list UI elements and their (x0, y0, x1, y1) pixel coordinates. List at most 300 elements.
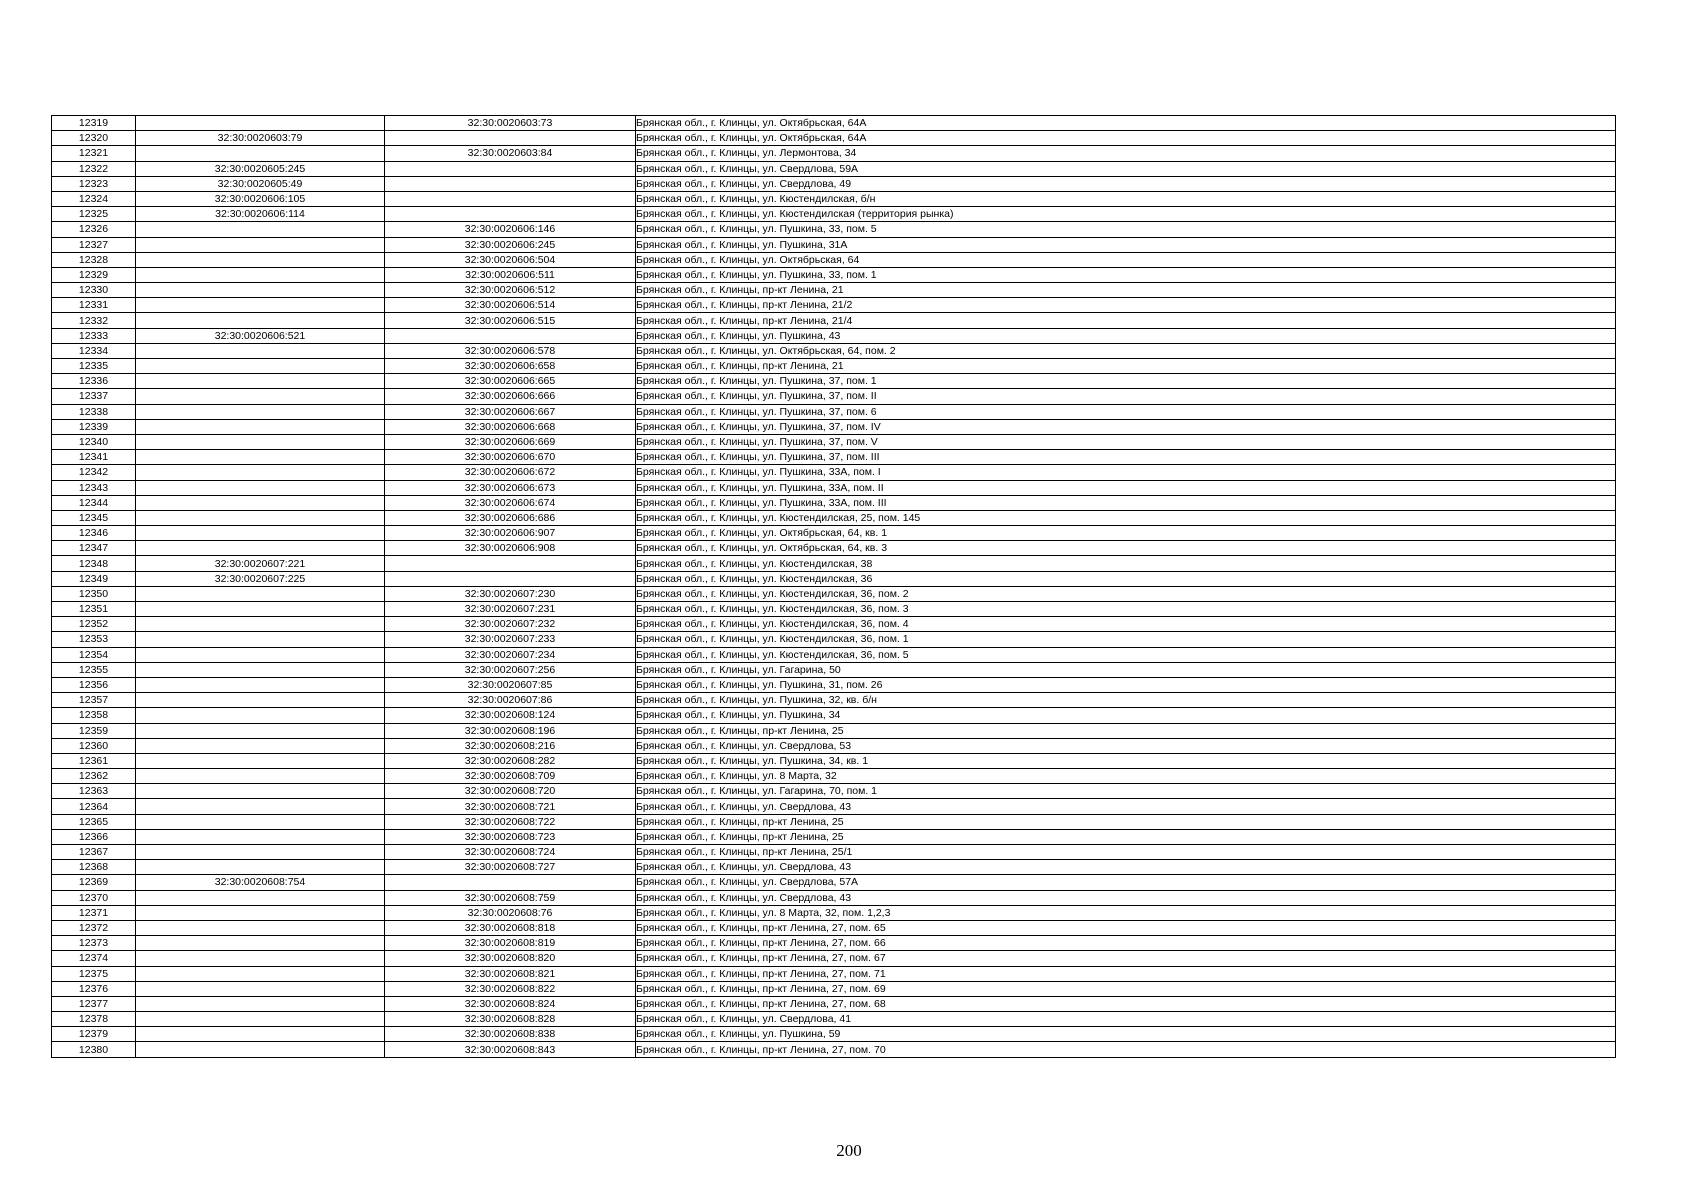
cadastral-number-land-cell (136, 738, 385, 753)
address-cell: Брянская обл., г. Клинцы, ул. Пушкина, 34 (636, 708, 1616, 723)
cadastral-number-building-cell: 32:30:0020606:665 (385, 374, 636, 389)
row-number-cell: 12352 (52, 617, 136, 632)
row-number-cell: 12342 (52, 465, 136, 480)
table-row (52, 207, 1616, 222)
cadastral-number-building-cell: 32:30:0020606:666 (385, 389, 636, 404)
table-row (52, 738, 1616, 753)
table-row (52, 586, 1616, 601)
property-registry-table (51, 115, 1616, 1058)
table-row (52, 465, 1616, 480)
address-cell: Брянская обл., г. Клинцы, ул. Пушкина, 33А, пом. III (636, 495, 1616, 510)
cadastral-number-land-cell (136, 708, 385, 723)
address-cell: Брянская обл., г. Клинцы, ул. 8 Марта, 32 (636, 769, 1616, 784)
table-row (52, 480, 1616, 495)
row-number-cell: 12348 (52, 556, 136, 571)
address-cell: Брянская обл., г. Клинцы, ул. Пушкина, 37, пом. V (636, 434, 1616, 449)
address-cell: Брянская обл., г. Клинцы, ул. Гагарина, 70, пом. 1 (636, 784, 1616, 799)
address-cell: Брянская обл., г. Клинцы, ул. Кюстендилская, 36 (636, 571, 1616, 586)
cadastral-number-building-cell: 32:30:0020603:73 (385, 116, 636, 131)
cadastral-number-land-cell: 32:30:0020605:245 (136, 161, 385, 176)
table-row (52, 434, 1616, 449)
row-number-cell: 12346 (52, 526, 136, 541)
address-cell: Брянская обл., г. Клинцы, пр-кт Ленина, 21 (636, 359, 1616, 374)
address-cell: Брянская обл., г. Клинцы, ул. Свердлова, 53 (636, 738, 1616, 753)
cadastral-number-land-cell: 32:30:0020605:49 (136, 176, 385, 191)
cadastral-number-land-cell (136, 966, 385, 981)
cadastral-number-building-cell: 32:30:0020606:686 (385, 510, 636, 525)
table-row (52, 845, 1616, 860)
address-cell: Брянская обл., г. Клинцы, ул. Октябрьская, 64А (636, 131, 1616, 146)
cadastral-number-land-cell (136, 267, 385, 282)
cadastral-number-building-cell (385, 328, 636, 343)
cadastral-number-land-cell (136, 1012, 385, 1027)
cadastral-number-land-cell (136, 283, 385, 298)
cadastral-number-building-cell: 32:30:0020607:231 (385, 602, 636, 617)
cadastral-number-land-cell (136, 510, 385, 525)
cadastral-number-building-cell: 32:30:0020606:907 (385, 526, 636, 541)
table-row (52, 981, 1616, 996)
cadastral-number-building-cell: 32:30:0020608:819 (385, 936, 636, 951)
cadastral-number-building-cell: 32:30:0020607:233 (385, 632, 636, 647)
cadastral-number-building-cell: 32:30:0020608:723 (385, 829, 636, 844)
row-number-cell: 12356 (52, 677, 136, 692)
cadastral-number-land-cell (136, 845, 385, 860)
row-number-cell: 12380 (52, 1042, 136, 1057)
cadastral-number-building-cell: 32:30:0020608:843 (385, 1042, 636, 1057)
address-cell: Брянская обл., г. Клинцы, ул. Кюстендилская, 36, пом. 4 (636, 617, 1616, 632)
cadastral-number-building-cell: 32:30:0020606:674 (385, 495, 636, 510)
cadastral-number-building-cell: 32:30:0020606:669 (385, 434, 636, 449)
cadastral-number-building-cell: 32:30:0020607:234 (385, 647, 636, 662)
table-row (52, 996, 1616, 1011)
table-row (52, 1042, 1616, 1057)
row-number-cell: 12366 (52, 829, 136, 844)
table-row (52, 313, 1616, 328)
cadastral-number-land-cell (136, 146, 385, 161)
cadastral-number-land-cell (136, 389, 385, 404)
row-number-cell: 12357 (52, 693, 136, 708)
table-row (52, 571, 1616, 586)
row-number-cell: 12340 (52, 434, 136, 449)
cadastral-number-building-cell: 32:30:0020608:818 (385, 920, 636, 935)
cadastral-number-building-cell: 32:30:0020608:759 (385, 890, 636, 905)
cadastral-number-land-cell: 32:30:0020603:79 (136, 131, 385, 146)
address-cell: Брянская обл., г. Клинцы, пр-кт Ленина, 27, пом. 71 (636, 966, 1616, 981)
cadastral-number-building-cell: 32:30:0020608:720 (385, 784, 636, 799)
cadastral-number-building-cell: 32:30:0020606:512 (385, 283, 636, 298)
table-row (52, 753, 1616, 768)
address-cell: Брянская обл., г. Клинцы, ул. Свердлова, 43 (636, 799, 1616, 814)
table-row (52, 860, 1616, 875)
address-cell: Брянская обл., г. Клинцы, пр-кт Ленина, 27, пом. 70 (636, 1042, 1616, 1057)
cadastral-number-land-cell (136, 313, 385, 328)
table-row (52, 769, 1616, 784)
address-cell: Брянская обл., г. Клинцы, ул. Кюстендилская, б/н (636, 191, 1616, 206)
address-cell: Брянская обл., г. Клинцы, ул. Пушкина, 37, пом. IV (636, 419, 1616, 434)
table-row (52, 389, 1616, 404)
address-cell: Брянская обл., г. Клинцы, пр-кт Ленина, 21/4 (636, 313, 1616, 328)
cadastral-number-land-cell (136, 632, 385, 647)
address-cell: Брянская обл., г. Клинцы, ул. Пушкина, 33, пом. 1 (636, 267, 1616, 282)
row-number-cell: 12363 (52, 784, 136, 799)
cadastral-number-land-cell (136, 799, 385, 814)
address-cell: Брянская обл., г. Клинцы, пр-кт Ленина, 27, пом. 66 (636, 936, 1616, 951)
table-row (52, 936, 1616, 951)
address-cell: Брянская обл., г. Клинцы, ул. Пушкина, 43 (636, 328, 1616, 343)
address-cell: Брянская обл., г. Клинцы, ул. Октябрьская, 64, кв. 1 (636, 526, 1616, 541)
address-cell: Брянская обл., г. Клинцы, ул. Свердлова, 41 (636, 1012, 1616, 1027)
cadastral-number-building-cell: 32:30:0020606:908 (385, 541, 636, 556)
table-row (52, 404, 1616, 419)
cadastral-number-building-cell: 32:30:0020606:670 (385, 450, 636, 465)
cadastral-number-land-cell (136, 784, 385, 799)
cadastral-number-building-cell: 32:30:0020608:216 (385, 738, 636, 753)
cadastral-number-building-cell: 32:30:0020606:658 (385, 359, 636, 374)
cadastral-number-building-cell: 32:30:0020606:672 (385, 465, 636, 480)
cadastral-number-land-cell (136, 723, 385, 738)
table-row (52, 602, 1616, 617)
cadastral-number-building-cell: 32:30:0020606:673 (385, 480, 636, 495)
row-number-cell: 12335 (52, 359, 136, 374)
cadastral-number-land-cell (136, 677, 385, 692)
cadastral-number-building-cell (385, 131, 636, 146)
address-cell: Брянская обл., г. Клинцы, ул. Пушкина, 31А (636, 237, 1616, 252)
address-cell: Брянская обл., г. Клинцы, ул. Пушкина, 33А, пом. II (636, 480, 1616, 495)
table-row (52, 222, 1616, 237)
row-number-cell: 12364 (52, 799, 136, 814)
table-row (52, 951, 1616, 966)
table-row (52, 131, 1616, 146)
address-cell: Брянская обл., г. Клинцы, ул. Гагарина, 50 (636, 662, 1616, 677)
address-cell: Брянская обл., г. Клинцы, ул. Октябрьская, 64А (636, 116, 1616, 131)
address-cell: Брянская обл., г. Клинцы, ул. Свердлова, 49 (636, 176, 1616, 191)
table-row (52, 617, 1616, 632)
address-cell: Брянская обл., г. Клинцы, ул. Кюстендилская, 36, пом. 3 (636, 602, 1616, 617)
row-number-cell: 12359 (52, 723, 136, 738)
cadastral-number-land-cell (136, 1027, 385, 1042)
row-number-cell: 12350 (52, 586, 136, 601)
row-number-cell: 12333 (52, 328, 136, 343)
cadastral-number-building-cell: 32:30:0020607:85 (385, 677, 636, 692)
row-number-cell: 12376 (52, 981, 136, 996)
cadastral-number-land-cell (136, 495, 385, 510)
row-number-cell: 12319 (52, 116, 136, 131)
document-sheet (51, 115, 1616, 1058)
cadastral-number-building-cell: 32:30:0020608:196 (385, 723, 636, 738)
address-cell: Брянская обл., г. Клинцы, ул. Пушкина, 37, пом. 6 (636, 404, 1616, 419)
cadastral-number-land-cell (136, 905, 385, 920)
address-cell: Брянская обл., г. Клинцы, ул. Кюстендилская, 25, пом. 145 (636, 510, 1616, 525)
row-number-cell: 12362 (52, 769, 136, 784)
row-number-cell: 12339 (52, 419, 136, 434)
address-cell: Брянская обл., г. Клинцы, пр-кт Ленина, 27, пом. 65 (636, 920, 1616, 935)
row-number-cell: 12349 (52, 571, 136, 586)
address-cell: Брянская обл., г. Клинцы, пр-кт Ленина, 25/1 (636, 845, 1616, 860)
cadastral-number-building-cell: 32:30:0020603:84 (385, 146, 636, 161)
cadastral-number-land-cell (136, 465, 385, 480)
table-row (52, 161, 1616, 176)
cadastral-number-building-cell: 32:30:0020608:721 (385, 799, 636, 814)
cadastral-number-land-cell: 32:30:0020607:221 (136, 556, 385, 571)
row-number-cell: 12373 (52, 936, 136, 951)
cadastral-number-land-cell (136, 450, 385, 465)
address-cell: Брянская обл., г. Клинцы, ул. Кюстендилская, 36, пом. 1 (636, 632, 1616, 647)
cadastral-number-land-cell (136, 526, 385, 541)
row-number-cell: 12324 (52, 191, 136, 206)
cadastral-number-building-cell (385, 207, 636, 222)
address-cell: Брянская обл., г. Клинцы, пр-кт Ленина, 25 (636, 829, 1616, 844)
cadastral-number-land-cell (136, 769, 385, 784)
address-cell: Брянская обл., г. Клинцы, ул. Пушкина, 34, кв. 1 (636, 753, 1616, 768)
address-cell: Брянская обл., г. Клинцы, пр-кт Ленина, 25 (636, 814, 1616, 829)
row-number-cell: 12361 (52, 753, 136, 768)
row-number-cell: 12343 (52, 480, 136, 495)
row-number-cell: 12328 (52, 252, 136, 267)
cadastral-number-building-cell: 32:30:0020606:245 (385, 237, 636, 252)
table-row (52, 920, 1616, 935)
table-row (52, 1027, 1616, 1042)
cadastral-number-building-cell: 32:30:0020608:822 (385, 981, 636, 996)
cadastral-number-land-cell (136, 404, 385, 419)
cadastral-number-building-cell (385, 176, 636, 191)
cadastral-number-land-cell (136, 662, 385, 677)
address-cell: Брянская обл., г. Клинцы, ул. Кюстендилская, 36, пом. 5 (636, 647, 1616, 662)
cadastral-number-building-cell (385, 556, 636, 571)
row-number-cell: 12334 (52, 343, 136, 358)
address-cell: Брянская обл., г. Клинцы, ул. Свердлова, 43 (636, 890, 1616, 905)
table-row (52, 966, 1616, 981)
table-row (52, 677, 1616, 692)
row-number-cell: 12326 (52, 222, 136, 237)
table-row (52, 450, 1616, 465)
cadastral-number-land-cell (136, 936, 385, 951)
table-row (52, 419, 1616, 434)
cadastral-number-building-cell (385, 161, 636, 176)
cadastral-number-building-cell: 32:30:0020606:515 (385, 313, 636, 328)
address-cell: Брянская обл., г. Клинцы, ул. Кюстендилская, 38 (636, 556, 1616, 571)
cadastral-number-building-cell: 32:30:0020608:820 (385, 951, 636, 966)
cadastral-number-building-cell: 32:30:0020607:232 (385, 617, 636, 632)
cadastral-number-land-cell (136, 343, 385, 358)
cadastral-number-land-cell (136, 1042, 385, 1057)
row-number-cell: 12336 (52, 374, 136, 389)
cadastral-number-land-cell: 32:30:0020608:754 (136, 875, 385, 890)
address-cell: Брянская обл., г. Клинцы, ул. Пушкина, 37, пом. III (636, 450, 1616, 465)
table-row (52, 191, 1616, 206)
address-cell: Брянская обл., г. Клинцы, ул. Кюстендилская (территория рынка) (636, 207, 1616, 222)
row-number-cell: 12367 (52, 845, 136, 860)
table-row (52, 328, 1616, 343)
table-row (52, 176, 1616, 191)
cadastral-number-building-cell: 32:30:0020608:124 (385, 708, 636, 723)
row-number-cell: 12344 (52, 495, 136, 510)
table-row (52, 237, 1616, 252)
row-number-cell: 12345 (52, 510, 136, 525)
cadastral-number-building-cell: 32:30:0020608:722 (385, 814, 636, 829)
table-row (52, 510, 1616, 525)
cadastral-number-land-cell (136, 753, 385, 768)
cadastral-number-land-cell (136, 237, 385, 252)
row-number-cell: 12378 (52, 1012, 136, 1027)
cadastral-number-building-cell: 32:30:0020607:86 (385, 693, 636, 708)
address-cell: Брянская обл., г. Клинцы, пр-кт Ленина, 21 (636, 283, 1616, 298)
cadastral-number-building-cell: 32:30:0020606:578 (385, 343, 636, 358)
row-number-cell: 12353 (52, 632, 136, 647)
row-number-cell: 12355 (52, 662, 136, 677)
table-row (52, 875, 1616, 890)
address-cell: Брянская обл., г. Клинцы, ул. Кюстендилская, 36, пом. 2 (636, 586, 1616, 601)
cadastral-number-land-cell (136, 617, 385, 632)
row-number-cell: 12358 (52, 708, 136, 723)
cadastral-number-building-cell: 32:30:0020608:709 (385, 769, 636, 784)
cadastral-number-land-cell (136, 693, 385, 708)
cadastral-number-land-cell (136, 374, 385, 389)
address-cell: Брянская обл., г. Клинцы, пр-кт Ленина, 21/2 (636, 298, 1616, 313)
address-cell: Брянская обл., г. Клинцы, ул. Свердлова, 43 (636, 860, 1616, 875)
cadastral-number-land-cell (136, 951, 385, 966)
row-number-cell: 12365 (52, 814, 136, 829)
registry-table-body (52, 116, 1616, 1058)
address-cell: Брянская обл., г. Клинцы, ул. Пушкина, 33А, пом. I (636, 465, 1616, 480)
table-row (52, 829, 1616, 844)
table-row (52, 647, 1616, 662)
table-row (52, 374, 1616, 389)
address-cell: Брянская обл., г. Клинцы, ул. Пушкина, 37, пом. II (636, 389, 1616, 404)
address-cell: Брянская обл., г. Клинцы, ул. Пушкина, 37, пом. 1 (636, 374, 1616, 389)
row-number-cell: 12372 (52, 920, 136, 935)
row-number-cell: 12325 (52, 207, 136, 222)
table-row (52, 1012, 1616, 1027)
address-cell: Брянская обл., г. Клинцы, ул. Октябрьская, 64 (636, 252, 1616, 267)
row-number-cell: 12320 (52, 131, 136, 146)
cadastral-number-land-cell (136, 359, 385, 374)
cadastral-number-land-cell (136, 480, 385, 495)
cadastral-number-building-cell: 32:30:0020606:511 (385, 267, 636, 282)
row-number-cell: 12351 (52, 602, 136, 617)
table-row (52, 905, 1616, 920)
address-cell: Брянская обл., г. Клинцы, ул. Пушкина, 31, пом. 26 (636, 677, 1616, 692)
cadastral-number-land-cell (136, 298, 385, 313)
table-row (52, 495, 1616, 510)
row-number-cell: 12338 (52, 404, 136, 419)
address-cell: Брянская обл., г. Клинцы, ул. Лермонтова, 34 (636, 146, 1616, 161)
row-number-cell: 12347 (52, 541, 136, 556)
cadastral-number-building-cell: 32:30:0020608:724 (385, 845, 636, 860)
row-number-cell: 12330 (52, 283, 136, 298)
row-number-cell: 12321 (52, 146, 136, 161)
cadastral-number-building-cell: 32:30:0020608:76 (385, 905, 636, 920)
cadastral-number-building-cell: 32:30:0020608:824 (385, 996, 636, 1011)
row-number-cell: 12354 (52, 647, 136, 662)
table-row (52, 252, 1616, 267)
address-cell: Брянская обл., г. Клинцы, пр-кт Ленина, 27, пом. 67 (636, 951, 1616, 966)
row-number-cell: 12379 (52, 1027, 136, 1042)
table-row (52, 784, 1616, 799)
table-row (52, 116, 1616, 131)
row-number-cell: 12327 (52, 237, 136, 252)
address-cell: Брянская обл., г. Клинцы, пр-кт Ленина, 27, пом. 68 (636, 996, 1616, 1011)
cadastral-number-building-cell: 32:30:0020607:256 (385, 662, 636, 677)
cadastral-number-land-cell: 32:30:0020606:105 (136, 191, 385, 206)
table-row (52, 662, 1616, 677)
row-number-cell: 12360 (52, 738, 136, 753)
cadastral-number-building-cell: 32:30:0020608:282 (385, 753, 636, 768)
row-number-cell: 12368 (52, 860, 136, 875)
table-row (52, 556, 1616, 571)
row-number-cell: 12332 (52, 313, 136, 328)
cadastral-number-building-cell (385, 571, 636, 586)
row-number-cell: 12329 (52, 267, 136, 282)
table-row (52, 267, 1616, 282)
cadastral-number-land-cell (136, 419, 385, 434)
page-number: 200 (836, 1141, 862, 1160)
table-row (52, 632, 1616, 647)
cadastral-number-building-cell (385, 875, 636, 890)
row-number-cell: 12337 (52, 389, 136, 404)
address-cell: Брянская обл., г. Клинцы, ул. Пушкина, 33, пом. 5 (636, 222, 1616, 237)
row-number-cell: 12341 (52, 450, 136, 465)
address-cell: Брянская обл., г. Клинцы, ул. Пушкина, 32, кв. б/н (636, 693, 1616, 708)
row-number-cell: 12323 (52, 176, 136, 191)
cadastral-number-land-cell (136, 116, 385, 131)
cadastral-number-building-cell: 32:30:0020608:838 (385, 1027, 636, 1042)
table-row (52, 541, 1616, 556)
row-number-cell: 12375 (52, 966, 136, 981)
address-cell: Брянская обл., г. Клинцы, ул. 8 Марта, 32, пом. 1,2,3 (636, 905, 1616, 920)
cadastral-number-building-cell: 32:30:0020608:828 (385, 1012, 636, 1027)
address-cell: Брянская обл., г. Клинцы, пр-кт Ленина, 25 (636, 723, 1616, 738)
cadastral-number-land-cell: 32:30:0020606:114 (136, 207, 385, 222)
address-cell: Брянская обл., г. Клинцы, ул. Октябрьская, 64, кв. 3 (636, 541, 1616, 556)
cadastral-number-land-cell (136, 981, 385, 996)
cadastral-number-land-cell (136, 602, 385, 617)
cadastral-number-building-cell: 32:30:0020607:230 (385, 586, 636, 601)
cadastral-number-land-cell (136, 252, 385, 267)
table-row (52, 814, 1616, 829)
row-number-cell: 12369 (52, 875, 136, 890)
cadastral-number-land-cell (136, 890, 385, 905)
cadastral-number-building-cell: 32:30:0020606:514 (385, 298, 636, 313)
table-row (52, 343, 1616, 358)
table-row (52, 890, 1616, 905)
cadastral-number-land-cell (136, 814, 385, 829)
cadastral-number-land-cell (136, 647, 385, 662)
cadastral-number-land-cell: 32:30:0020607:225 (136, 571, 385, 586)
cadastral-number-land-cell (136, 829, 385, 844)
cadastral-number-land-cell (136, 222, 385, 237)
row-number-cell: 12374 (52, 951, 136, 966)
cadastral-number-land-cell (136, 541, 385, 556)
address-cell: Брянская обл., г. Клинцы, ул. Октябрьская, 64, пом. 2 (636, 343, 1616, 358)
row-number-cell: 12371 (52, 905, 136, 920)
cadastral-number-building-cell: 32:30:0020608:821 (385, 966, 636, 981)
table-row (52, 723, 1616, 738)
cadastral-number-building-cell: 32:30:0020606:504 (385, 252, 636, 267)
address-cell: Брянская обл., г. Клинцы, ул. Пушкина, 59 (636, 1027, 1616, 1042)
cadastral-number-land-cell (136, 434, 385, 449)
address-cell: Брянская обл., г. Клинцы, ул. Свердлова, 57А (636, 875, 1616, 890)
cadastral-number-building-cell (385, 191, 636, 206)
cadastral-number-land-cell (136, 586, 385, 601)
address-cell: Брянская обл., г. Клинцы, ул. Свердлова, 59А (636, 161, 1616, 176)
table-row (52, 693, 1616, 708)
row-number-cell: 12331 (52, 298, 136, 313)
table-row (52, 359, 1616, 374)
row-number-cell: 12377 (52, 996, 136, 1011)
cadastral-number-building-cell: 32:30:0020606:667 (385, 404, 636, 419)
table-row (52, 298, 1616, 313)
cadastral-number-building-cell: 32:30:0020608:727 (385, 860, 636, 875)
